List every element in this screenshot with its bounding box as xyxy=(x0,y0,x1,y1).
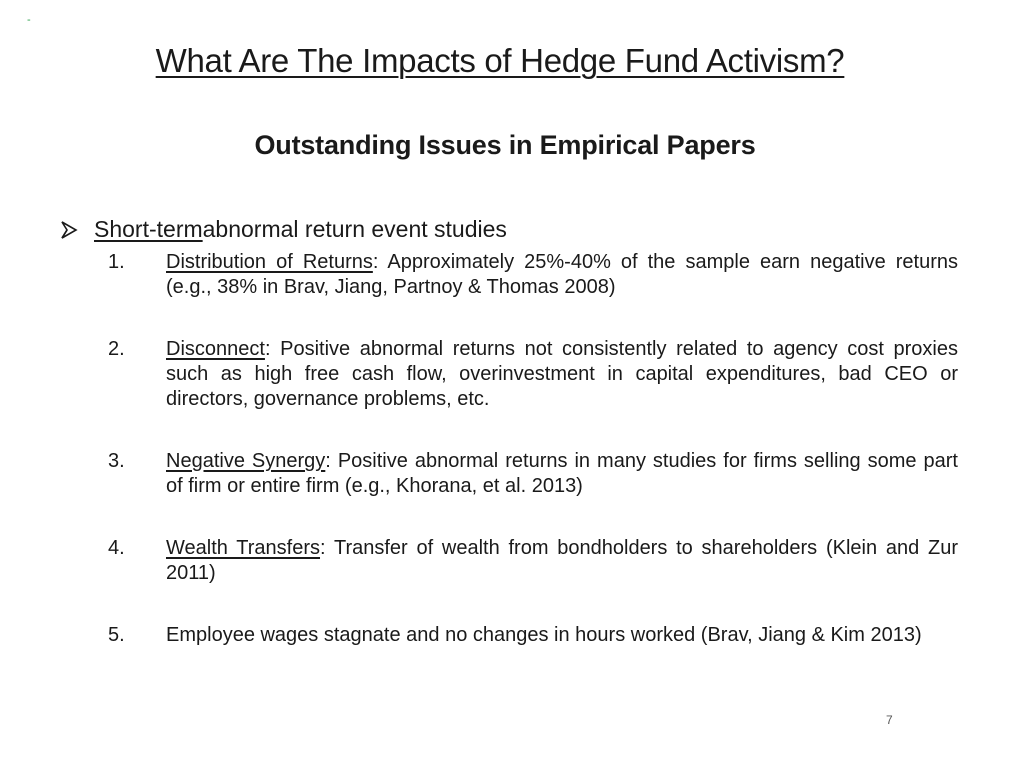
bullet-text: abnormal return event studies xyxy=(202,216,507,242)
item-term: Wealth Transfers xyxy=(166,537,321,559)
list-item xyxy=(108,623,958,648)
item-text: : Positive abnormal returns not consistently related to agency cost proxies such as high free cash flow, overinvestment in capital expenditures, bad CEO or directors, governance problems, etc. xyxy=(166,338,958,410)
item-text: : Approximately 25%-40% of the sample earn negative returns (e.g., 38% in Brav, Jiang, Partnoy & Thomas 2008) xyxy=(166,251,958,298)
list-item xyxy=(108,337,958,412)
item-text: : Transfer of wealth from bondholders to shareholders (Klein and Zur 2011) xyxy=(166,537,958,584)
issues-list xyxy=(108,250,958,685)
slide-subtitle: Outstanding Issues in Empirical Papers xyxy=(254,130,756,160)
corner-mark: - xyxy=(27,14,31,26)
item-number: 2. xyxy=(108,338,125,360)
item-number: 4. xyxy=(108,537,125,559)
list-item xyxy=(108,449,958,499)
item-number: 1. xyxy=(108,251,125,273)
item-term: Disconnect xyxy=(166,338,265,360)
slide-title: What Are The Impacts of Hedge Fund Activism? xyxy=(155,42,845,79)
arrow-bullet-icon xyxy=(58,219,80,241)
item-number: 3. xyxy=(108,450,125,472)
item-text: Employee wages stagnate and no changes in hours worked (Brav, Jiang & Kim 2013) xyxy=(166,624,922,646)
item-term: Negative Synergy xyxy=(166,450,326,472)
item-number: 5. xyxy=(108,624,125,646)
item-term: Distribution of Returns xyxy=(166,251,373,273)
item-text: : Positive abnormal returns in many studies for firms selling some part of firm or entire firm (e.g., Khorana, et al. 2013) xyxy=(166,450,958,497)
bullet-underlined-text: Short-term xyxy=(94,216,203,242)
page-number: 7 xyxy=(886,713,893,727)
list-item xyxy=(108,250,958,300)
bullet-heading xyxy=(58,216,507,243)
list-item xyxy=(108,536,958,586)
